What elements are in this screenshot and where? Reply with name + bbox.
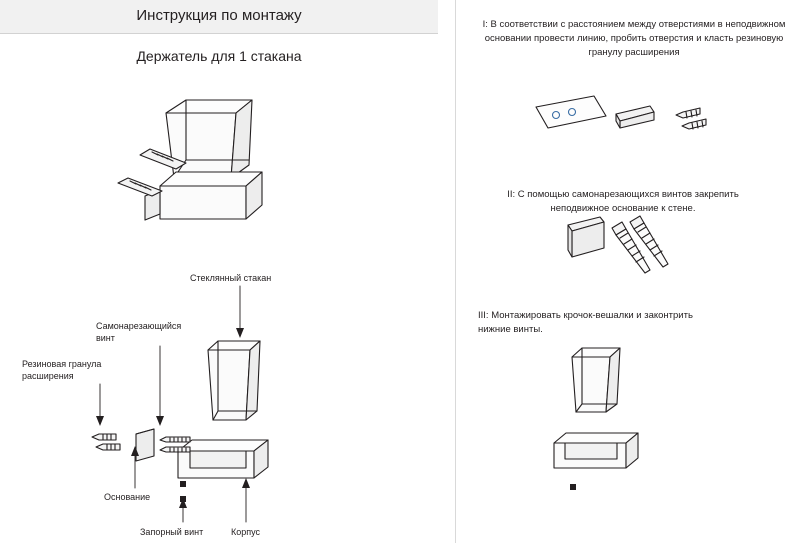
step-1-granule-a xyxy=(676,108,700,118)
callout-lock-screw: Запорный винт xyxy=(140,527,204,537)
step-2-text: II: С помощью самонарезающихся винтов закрепить неподвижное основание к стене. xyxy=(507,189,739,214)
exploded-screw-b xyxy=(160,447,190,452)
rubber-granule-a xyxy=(92,434,116,440)
exploded-screw-a xyxy=(160,437,190,442)
callout-body: Корпус xyxy=(231,527,261,537)
step-1-granule-b xyxy=(682,119,706,129)
lock-screw-a xyxy=(180,481,186,487)
callout-base: Основание xyxy=(104,492,151,502)
step-1-text: I: В соответствии с расстоянием между отверстиями в неподвижном основании провести линию, пробить отверстия и класть резиновую гранулу расширения xyxy=(482,19,786,58)
page-subtitle: Держатель для 1 стакана xyxy=(136,48,302,64)
step-2-illustration xyxy=(568,216,668,273)
page-title: Инструкция по монтажу xyxy=(136,7,302,24)
screw-lower xyxy=(118,178,162,196)
step-1-illustration xyxy=(536,96,706,129)
rubber-granule-b xyxy=(96,444,120,450)
step-3-illustration xyxy=(554,348,638,490)
exploded-view-illustration xyxy=(92,286,268,522)
callout-rubber-granule: Резиновая гранула расширения xyxy=(22,359,102,381)
step-3-lock-screw xyxy=(570,484,576,490)
callout-self-tapping-screw: Самонарезающийся винт xyxy=(96,321,182,343)
callout-glass: Стеклянный стакан xyxy=(190,273,272,283)
assembled-product-illustration xyxy=(118,100,262,220)
step-3-text: III: Монтажировать крочок-вешалки и законтрить нижние винты. xyxy=(478,310,693,335)
